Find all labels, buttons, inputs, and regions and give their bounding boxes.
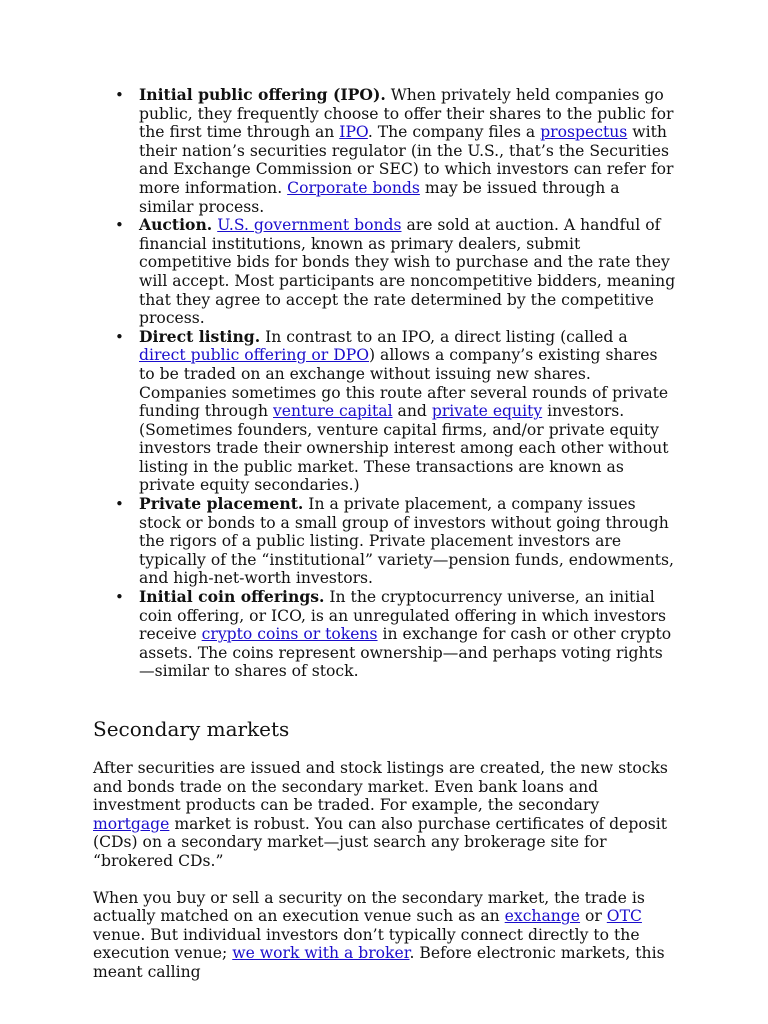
document-page xyxy=(93,86,677,982)
text-run: ) allows a company’s existing shares to be traded on an exchange without issuing new shares. Companies sometimes go this route after several rounds of private funding through xyxy=(139,346,669,421)
list-item xyxy=(93,86,677,216)
text-run: In the cryptocurrency universe, an initial coin offering, or ICO, is an unregulated offering in which investors receive xyxy=(139,588,667,644)
link-prospectus[interactable]: prospectus xyxy=(540,123,628,142)
text-run: After securities are issued and stock listings are created, the new stocks and bonds trade on the secondary market. Even bank loans and investment products can be traded. For example, the secondary xyxy=(93,759,668,815)
link-ipo[interactable]: IPO xyxy=(339,123,368,142)
secondary-markets-body xyxy=(93,759,677,982)
section-heading-secondary-markets: Secondary markets xyxy=(93,717,290,741)
bullet-term: Initial coin offerings. xyxy=(139,587,325,607)
bullet-icon: • xyxy=(115,216,124,235)
list-item xyxy=(93,588,677,681)
bullet-term: Initial public offering (IPO). xyxy=(139,85,386,104)
link-otc[interactable]: OTC xyxy=(606,907,642,926)
list-item xyxy=(93,328,677,495)
text-run: market is robust. You can also purchase certificates of deposit (CDs) on a secondary market—just search any brokerage site for “brokered CDs.” xyxy=(93,814,668,870)
bullet-term: Direct listing. xyxy=(139,326,261,346)
text-run: When you buy or sell a security on the secondary market, the trade is actually matched on an execution venue such as an xyxy=(93,888,645,926)
text-run: in exchange for cash or other crypto assets. The coins represent ownership—and perhaps voting rights—similar to shares of stock. xyxy=(139,625,672,681)
text-run: or xyxy=(580,907,607,926)
paragraph xyxy=(93,759,677,871)
text-run: . Before electronic markets, this meant calling xyxy=(93,944,665,981)
link-private-equity[interactable]: private equity xyxy=(431,402,543,421)
issuance-methods-list xyxy=(93,86,677,681)
text-run: investors. (Sometimes founders, venture capital firms, and/or private equity investors trade their ownership interest among each other without listing in the public market. These transactions are known as private equity secondaries.) xyxy=(139,402,669,495)
link-venture-capital[interactable]: venture capital xyxy=(273,402,393,421)
link-corporate-bonds[interactable]: Corporate bonds xyxy=(287,178,420,197)
link-direct-public-offering-or-dpo[interactable]: direct public offering or DPO xyxy=(139,346,369,365)
bullet-icon: • xyxy=(115,327,124,346)
list-item xyxy=(93,216,677,328)
bullet-icon: • xyxy=(115,495,124,514)
list-item xyxy=(93,495,677,588)
bullet-icon: • xyxy=(115,86,124,104)
bullet-term: Private placement. xyxy=(139,494,304,514)
link-u-s-government-bonds[interactable]: U.S. government bonds xyxy=(217,216,402,235)
text-run: with their nation’s securities regulator (in the U.S., that’s the Securities and Exchange Commission or SEC) to which investors can refer for more information. xyxy=(139,123,674,197)
bullet-term: Auction. xyxy=(139,215,213,235)
text-run: and xyxy=(392,402,432,421)
link-exchange[interactable]: exchange xyxy=(504,907,581,926)
paragraph xyxy=(93,889,677,982)
text-run: In a private placement, a company issues stock or bonds to a small group of investors without going through the rigors of a public listing. Private placement investors are typically of the “institutional” variety—pension funds, endowments, and high-net-worth investors. xyxy=(139,495,674,588)
text-run: When privately held companies go public, they frequently choose to offer their shares to the public for the first time through an xyxy=(139,86,674,142)
bullet-icon: • xyxy=(115,588,124,607)
text-run: In contrast to an IPO, a direct listing (called a xyxy=(260,327,628,346)
text-run: . The company files a xyxy=(367,123,541,142)
link-crypto-coins-or-tokens[interactable]: crypto coins or tokens xyxy=(201,625,378,644)
text-run: venue. But individual investors don’t typically connect directly to the execution venue; xyxy=(93,925,640,963)
link-we-work-with-a-broker[interactable]: we work with a broker xyxy=(232,944,410,963)
text-run: may be issued through a similar process. xyxy=(139,178,620,216)
link-mortgage[interactable]: mortgage xyxy=(93,814,170,833)
text-run: are sold at auction. A handful of financial institutions, known as primary dealers, submit competitive bids for bonds they wish to purchase and the rate they will accept. Most participants are noncompetitive bidders, meaning that they agree to accept the rate determined by the competitive process. xyxy=(139,216,676,328)
